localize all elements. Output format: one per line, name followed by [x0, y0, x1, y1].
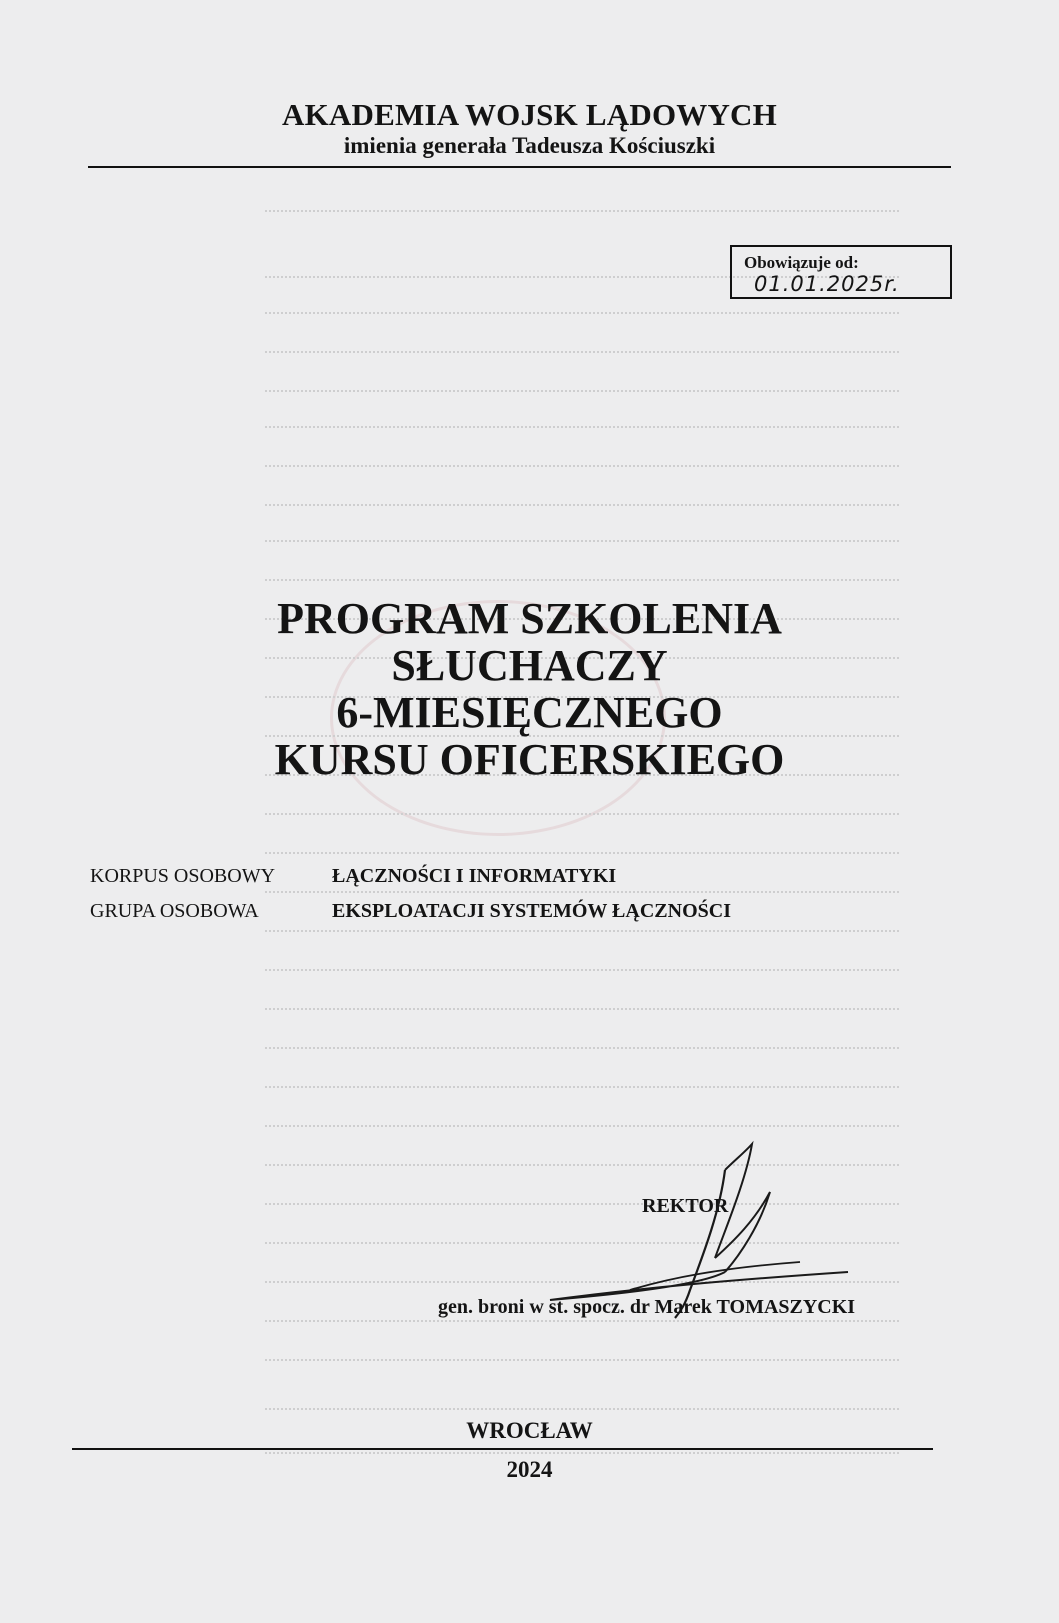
validity-label: Obowiązuje od: [744, 253, 859, 272]
signatory-role: REKTOR [642, 1195, 729, 1217]
academy-patron: imienia generała Tadeusza Kościuszki [343, 133, 716, 158]
validity-date-handwritten: 01.01.2025r. [754, 272, 900, 296]
corps-label: KORPUS OSOBOWY [90, 865, 276, 887]
city: WROCŁAW [466, 1418, 593, 1443]
title-line-2: SŁUCHACZY [391, 641, 668, 690]
title-line-4: KURSU OFICERSKIEGO [274, 735, 785, 784]
document-title [0, 595, 1059, 783]
title-line-1: PROGRAM SZKOLENIA [277, 594, 782, 643]
group-label: GRUPA OSOBOWA [90, 900, 259, 922]
title-line-3: 6-MIESIĘCZNEGO [336, 688, 723, 737]
academy-name: AKADEMIA WOJSK LĄDOWYCH [282, 97, 777, 132]
header-rule [88, 166, 951, 168]
signatory-name: gen. broni w st. spocz. dr Marek TOMASZYCKI [438, 1296, 856, 1318]
corps-value: ŁĄCZNOŚCI I INFORMATYKI [332, 865, 617, 887]
group-value: EKSPLOATACJI SYSTEMÓW ŁĄCZNOŚCI [332, 900, 731, 922]
handwritten-signature [520, 1140, 860, 1320]
year: 2024 [506, 1457, 553, 1482]
footer-rule [72, 1448, 933, 1450]
validity-box [730, 245, 952, 299]
